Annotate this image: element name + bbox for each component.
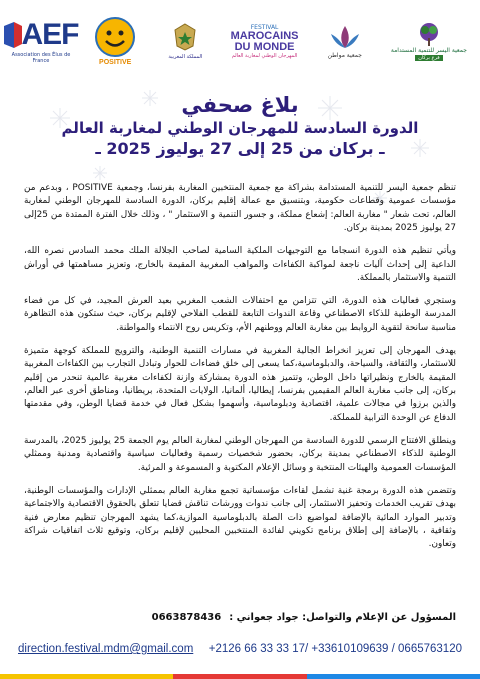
media-contact [96,612,456,623]
tree-icon [416,21,442,47]
footer-email-link[interactable]: direction.festival.mdm@gmail.com [18,643,194,655]
paragraph-intro: تنظم جمعية اليسر للتنمية المستدامة بشراكة مع جمعية المنتخبين المغاربة بفرنسا، وجمعية POSITIVE ، وبدعم من مؤسسات عمومية وقطاعات حكومية، وبتنسيق مع عمالة إقليم بركان، الدورة السادسة للمهرجان الوطني لمغاربة العالم، تحت شعار " مغاربة العالم: إشعاع مملكة، و جسور التنمية و الاستثمار " ، وذلك خلال الفترة الممتدة من 25إلى 27 يوليوز 2025 بمدينة بركان. [24,183,456,234]
smiley-icon [95,17,135,57]
event-dates: ـ بركان من 25 إلى 27 يوليوز 2025 ـ [95,139,385,158]
page-subtitle: الدورة السادسة للمهرجان الوطني لمغاربة العالم [61,119,419,137]
lotus-icon [326,24,364,52]
paragraph-royal-guidance: ويأتي تنظيم هذه الدورة انسجاما مع التوجيهات الملكية السامية لصاحب الجلالة الملك محمد السادس نصره الله، الداعية إلى إحداث آليات ناجعة لمواكبة الكفاءات والمواهب المغربية المقيمة بالخارج، وتعزيز مساهمتها في أوراش التنمية والاستثمار بالمملكة. [24,246,456,284]
festival-logo-line3: المهرجان الوطني لمغاربة العالم [231,52,298,59]
moutawin-logo-caption: جمعية مواطن [327,51,362,59]
footer-phone-numbers: +2126 66 33 33 17/ +33610109639 / 0665763120 [208,643,462,655]
positive-logo-text: POSITIVE [99,58,132,66]
yosr-logo-caption: جمعية اليسر للتنمية المستدامة [390,47,467,54]
paragraph-venues: وستجري فعاليات هذه الدورة، التي تتزامن مع احتفالات الشعب المغربي بعيد العرش المجيد، في كل من فضاء المدرسة الوطنية للذكاء الاصطناعي وقاعة الندوات التابعة للقطب الفلاحي لإقليم بركان، حيث ستكون هذه التظاهرة مناسبة سانحة لتقوية الروابط بين مغاربة العالم ووطنهم الأم، وتكريس روح الانتماء والمواطنة. [24,296,456,333]
moutawin-logo [317,24,373,59]
aef-logo [10,18,79,64]
festival-logo-line1: FESTIVAL [250,23,279,31]
strip-blue [307,674,480,679]
strip-yellow [0,674,173,679]
bottom-color-strip [0,663,480,679]
emblem-icon [171,22,199,52]
aef-logo-text: AEF [21,18,79,51]
partner-logos-row [0,0,480,82]
press-release-body [24,182,456,561]
footer-contacts [18,636,462,662]
paragraph-opening: وينطلق الافتتاح الرسمي للدورة السادسة من المهرجان الوطني لمغاربة العالم يوم الجمعة 25 يوليوز 2025، بالمدرسة الوطنية للذكاء الاصطناعي بمدينة بركان، بحضور شخصيات رسمية وفعاليات سياسية واقتصادية ومدنية وممثلي المؤسسات العمومية والهيئات المنتخبة و وسائل الإعلام المكتوبة و المسموعة و المرئية. [24,435,456,473]
paragraph-program: وتتضمن هذه الدورة برمجة غنية تشمل لقاءات مؤسساتية تجمع مغاربة العالم بممثلي الإدارات والمؤسسات الوطنية، بهدف تقريب الخدمات وتحفيز الاستثمار، إلى جانب ندوات وورشات تناقش قضايا تتعلق بالحقوق الاقتصادية والاجتماعية وتدبير الموارد المائية بالإضافة لمواضيع ذات الصلة بالدبلوماسية الموازية،كما يشهد المهرجان تنظيم معارض فنية وثقافية ، بالإضافة إلى إطلاق برنامج تكويني لفائدة المنتخبين المحليين لإقليم بركان، وتوقيع ثلاث اتفاقيات شراكة وتعاون. [24,485,456,550]
festival-logo-line2: MAROCAINS DU MONDE [230,29,299,53]
aef-logo-caption: Association des Élus de France [11,52,71,64]
positive-logo [87,17,143,66]
yosr-logo-branch: فرع بركان [415,55,442,61]
page-title: بلاغ صحفي [181,93,299,117]
yosr-logo [388,21,470,61]
media-contact-phone[interactable]: 0663878436 [151,612,222,623]
ministry-logo-caption: المملكة المغربية [168,54,203,60]
strip-red [173,674,307,679]
media-contact-label: المسؤول عن الإعلام والتواصل: جواد جعواني : [229,612,456,623]
paragraph-objectives: يهدف المهرجان إلى تعزيز انخراط الجالية المغربية في مسارات التنمية الوطنية، والترويج للمملكة كوجهة متميزة للاستثمار، والثقافة، والسياحة، والدبلوماسية،كما يسعى إلى خلق فضاءات للحوار وتبادل التجارب بين الكفاءات المغربية المقيمة بالخارج ونظيراتها داخل الوطن، وتتميز هذه الدورة بمشاركة وازنة لكفاءات مغربية عالمية تنحدر من إقليم بركان، إلى جانب مغاربة العالم المقيمين بفرنسا، إيطاليا، ألمانيا، الولايات المتحدة، بريطانيا، ومناطق أخرى عبر العالم، والذين برزوا في مجالات علمية، اقتصادية ودبلوماسية، وأسهموا بشكل فعال في خدمة قضايا الوطن، وفي مقدمتها الدفاع عن الوحدة الترابية للمملكة. [24,345,456,423]
press-release-header [0,92,480,160]
ministry-logo [158,22,212,60]
aef-flag-icon [4,22,22,48]
festival-logo [228,24,302,59]
